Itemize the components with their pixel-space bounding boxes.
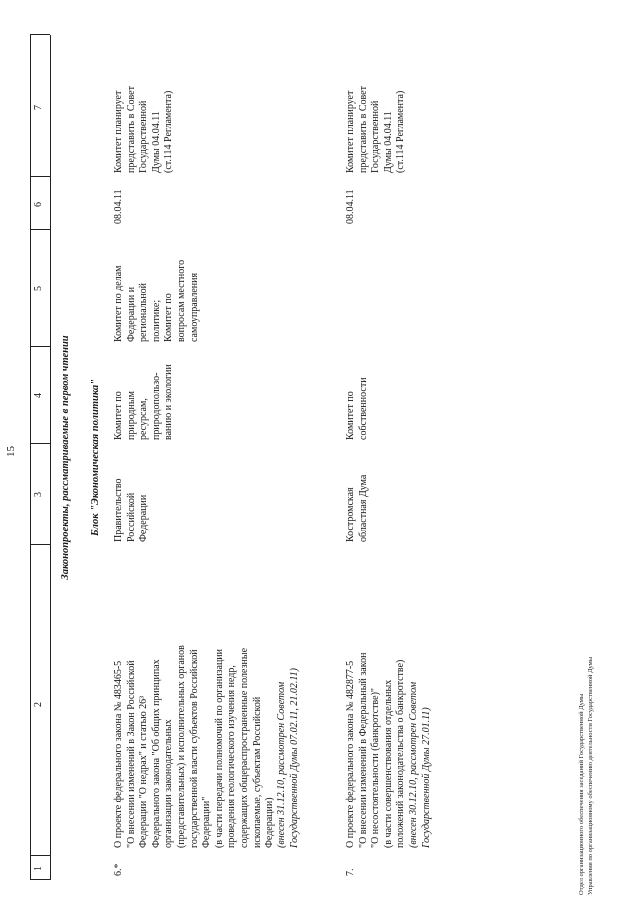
col-divider bbox=[30, 443, 50, 444]
section-title: Законопроекты, рассматриваемые в первом чтении bbox=[60, 335, 71, 580]
bill-note: (внесен 30.12.10, рассмотрен Советом Государственной Думы 27.01.11) bbox=[408, 681, 432, 848]
footer-line: Отдел организационного обеспечения заседаний Государственной Думы bbox=[578, 693, 585, 895]
row-number: 6.* bbox=[113, 863, 124, 876]
remark: Комитет планирует представить в Совет Государственной Думы 04.04.11 (ст.114 Регламента) bbox=[345, 86, 407, 173]
table-top-border bbox=[30, 35, 31, 880]
page-number: 15 bbox=[5, 446, 17, 457]
col-divider bbox=[30, 34, 50, 35]
col-divider bbox=[30, 879, 50, 880]
column-number-2: 2 bbox=[33, 702, 44, 707]
col-divider bbox=[30, 544, 50, 545]
column-number-7: 7 bbox=[33, 105, 44, 110]
date: 08.04.11 bbox=[113, 189, 124, 224]
bill-note: (внесен 31.12.10, рассмотрен Советом Государственной Думы 07.02.11, 21.02.11) bbox=[276, 668, 300, 848]
column-number-3: 3 bbox=[33, 492, 44, 497]
block-title: Блок "Экономическая политика" bbox=[90, 378, 101, 537]
responsible-committee: Комитет по собственности bbox=[345, 377, 369, 440]
bill-title: О проекте федерального закона № 483465-5 "О внесении изменений в Закон Российской Федерации "О недрах" и статью 26³ Федерального закона "Об общих принципах организации законодательных (представительных) и исполнительных органов государственной власти субъектов Российской Федерации" (в части передачи полномочий по организации проведения геологического изучения недр, содержащих общераспространенные полезные ископаемые, субъектам Российской Федерации) bbox=[113, 645, 276, 848]
row-number: 7. bbox=[345, 868, 356, 876]
agenda-table bbox=[30, 35, 570, 880]
co-committees: Комитет по делам Федерации и региональной политике; Комитет по вопросам местного самоуправления bbox=[113, 259, 200, 342]
column-number-6: 6 bbox=[33, 202, 44, 207]
column-number-1: 1 bbox=[33, 866, 44, 871]
remark: Комитет планирует представить в Совет Государственной Думы 04.04.11 (ст.114 Регламента) bbox=[113, 86, 175, 173]
responsible-committee: Комитет по природным ресурсам, природопользо- ванию и экологии bbox=[113, 364, 175, 440]
bill-title: О проекте федерального закона № 482877-5 "О внесении изменений в Федеральный закон "О несостоятельности (банкротстве)" (в части совершенствования отдельных положений законодательства о банкротстве) bbox=[345, 652, 407, 848]
date: 08.04.11 bbox=[345, 189, 356, 224]
col-divider bbox=[30, 229, 50, 230]
col-divider bbox=[30, 176, 50, 177]
column-number-5: 5 bbox=[33, 286, 44, 291]
initiator: Правительство Российской Федерации bbox=[113, 478, 150, 542]
footer-line: Управления по организационному обеспечению деятельности Государственной Думы bbox=[587, 656, 594, 895]
col-divider bbox=[30, 855, 50, 856]
col-divider bbox=[30, 346, 50, 347]
footer bbox=[577, 657, 595, 895]
initiator: Костромская областная Дума bbox=[345, 474, 369, 542]
column-number-4: 4 bbox=[33, 393, 44, 398]
header-bottom-border bbox=[50, 35, 51, 880]
